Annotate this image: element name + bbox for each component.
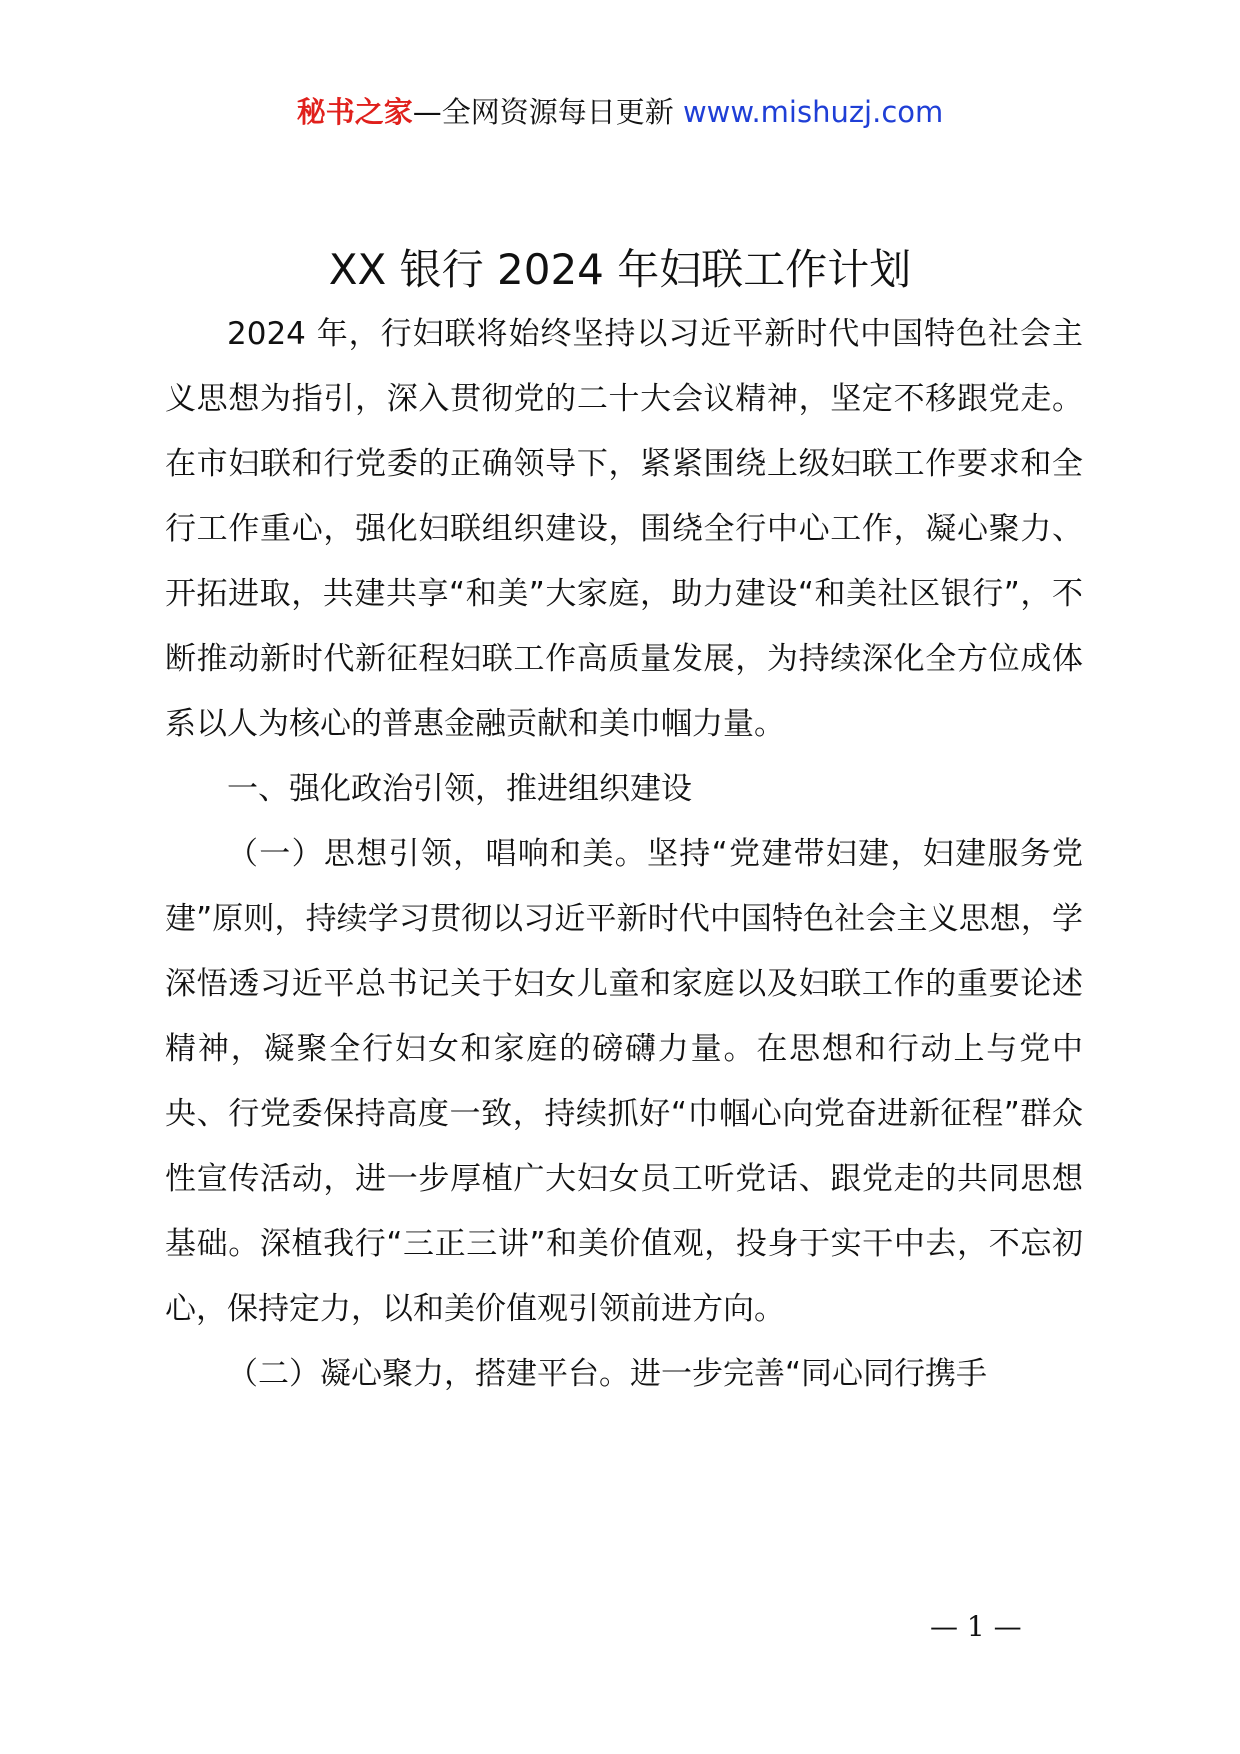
subsection-paragraph: （一）思想引领，唱响和美。坚持“党建带妇建，妇建服务党建”原则，持续学习贯彻以习近平新时代中国特色社会主义思想，学深悟透习近平总书记关于妇女儿童和家庭以及妇联工作的重要论述精神，凝聚全行妇女和家庭的磅礴力量。在思想和行动上与党中央、行党委保持高度一致，持续抓好“巾帼心向党奋进新征程”群众性宣传活动，进一步厚植广大妇女员工听党话、跟党走的共同思想基础。深植我行“三正三讲”和美价值观，投身于实干中去，不忘初心，保持定力，以和美价值观引领前进方向。: [165, 836, 1083, 1327]
site-url-link[interactable]: www.mishuzj.com: [682, 95, 944, 129]
document-body: [165, 302, 1083, 1407]
site-header: [0, 92, 1240, 132]
page-number: — 1 —: [930, 1610, 1022, 1643]
header-tagline: —全网资源每日更新: [412, 95, 683, 129]
document-title: XX 银行 2024 年妇联工作计划: [328, 245, 912, 294]
subsection-paragraph: （二）凝心聚力，搭建平台。进一步完善“同心同行携手: [227, 1356, 988, 1392]
intro-paragraph: 2024 年，行妇联将始终坚持以习近平新时代中国特色社会主义思想为指引，深入贯彻党的二十大会议精神，坚定不移跟党走。在市妇联和行党委的正确领导下，紧紧围绕上级妇联工作要求和全行工作重心，强化妇联组织建设，围绕全行中心工作，凝心聚力、开拓进取，共建共享“和美”大家庭，助力建设“和美社区银行”，不断推动新时代新征程妇联工作高质量发展，为持续深化全方位成体系以人为核心的普惠金融贡献和美巾帼力量。: [165, 316, 1083, 742]
brand-name: 秘书之家: [296, 95, 413, 129]
section-heading: 一、强化政治引领，推进组织建设: [227, 771, 692, 807]
